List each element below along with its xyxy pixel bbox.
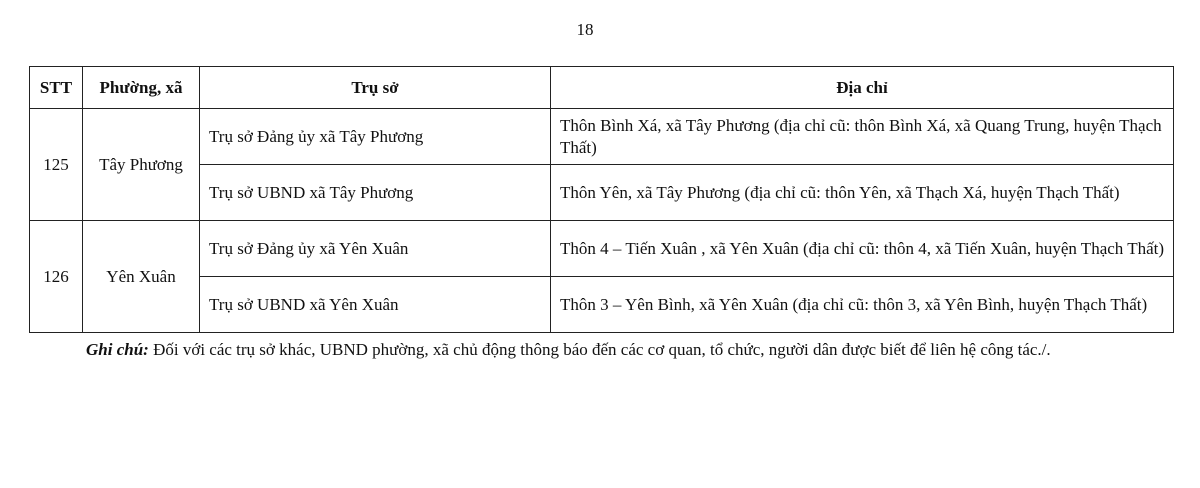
stt-cell: 125: [30, 109, 83, 221]
address-cell: Thôn 4 – Tiến Xuân , xã Yên Xuân (địa chỉ cũ: thôn 4, xã Tiến Xuân, huyện Thạch Thất): [551, 221, 1174, 277]
office-cell: Trụ sở UBND xã Yên Xuân: [200, 277, 551, 333]
footnote: [29, 338, 1173, 362]
table-header-row: [30, 67, 1174, 109]
ward-cell: Yên Xuân: [83, 221, 200, 333]
address-cell: Thôn 3 – Yên Bình, xã Yên Xuân (địa chỉ cũ: thôn 3, xã Yên Bình, huyện Thạch Thất): [551, 277, 1174, 333]
ward-cell: Tây Phương: [83, 109, 200, 221]
address-cell: Thôn Bình Xá, xã Tây Phương (địa chỉ cũ: thôn Bình Xá, xã Quang Trung, huyện Thạch Thất): [551, 109, 1174, 165]
table-row: [30, 165, 1174, 221]
office-address-table: [29, 66, 1174, 333]
table-row: [30, 109, 1174, 165]
page-number: 18: [576, 20, 594, 39]
office-cell: Trụ sở Đảng ủy xã Yên Xuân: [200, 221, 551, 277]
header-address: Địa chỉ: [551, 67, 1174, 109]
office-cell: Trụ sở Đảng ủy xã Tây Phương: [200, 109, 551, 165]
header-stt: STT: [30, 67, 83, 109]
footnote-label: Ghi chú:: [86, 340, 149, 359]
office-cell: Trụ sở UBND xã Tây Phương: [200, 165, 551, 221]
header-ward: Phường, xã: [83, 67, 200, 109]
address-cell: Thôn Yên, xã Tây Phương (địa chỉ cũ: thôn Yên, xã Thạch Xá, huyện Thạch Thất): [551, 165, 1174, 221]
header-office: Trụ sở: [200, 67, 551, 109]
stt-cell: 126: [30, 221, 83, 333]
footnote-text: Đối với các trụ sở khác, UBND phường, xã chủ động thông báo đến các cơ quan, tổ chức, người dân được biết để liên hệ công tác./.: [148, 340, 1051, 359]
table-row: [30, 277, 1174, 333]
table-row: [30, 221, 1174, 277]
